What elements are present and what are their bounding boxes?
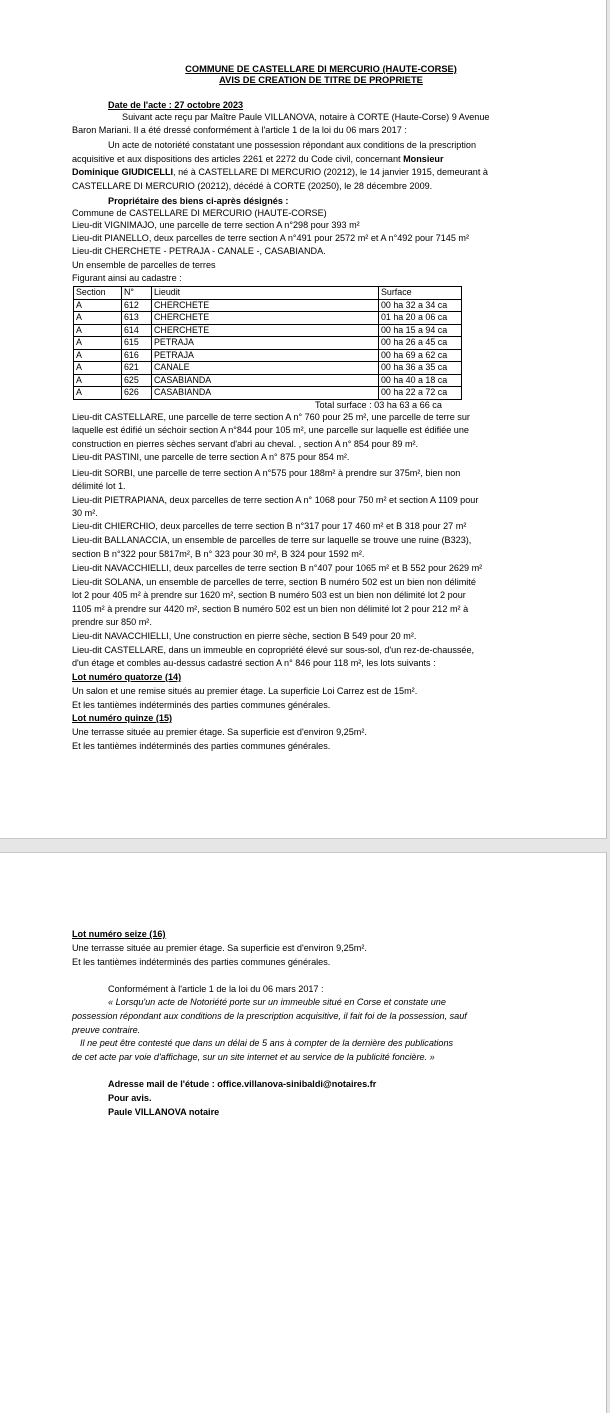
property-line: Figurant ainsi au cadastre : (72, 273, 182, 283)
legal-quote-line: preuve contraire. (72, 1025, 141, 1035)
parcel-line: Lieu-dit CHIERCHIO, deux parcelles de terre section B n°317 pour 17 460 m² et B 318 pour 27 m² (72, 521, 467, 531)
pour-avis: Pour avis. (108, 1093, 152, 1103)
lot-15-line: Une terrasse située au premier étage. Sa superficie est d'environ 9,25m². (72, 727, 367, 737)
notoriety-line (72, 153, 444, 165)
notoriety-text: , né à CASTELLARE DI MERCURIO (20212), le 14 janvier 1915, demeurant à (173, 167, 488, 177)
table-cell: CASABIANDA (152, 374, 379, 387)
legal-quote-line: possession répondant aux conditions de la prescription acquisitive, il fait foi de la possession, sauf (72, 1011, 467, 1021)
notoriety-line (72, 166, 488, 178)
lot-16-line: Et les tantièmes indéterminés des parties communes générales. (72, 957, 331, 967)
table-cell: CHERCHETE (152, 299, 379, 312)
table-row (74, 337, 462, 350)
legal-quote-line: « Lorsqu'un acte de Notoriété porte sur un immeuble situé en Corse et constate une (108, 997, 446, 1007)
parcel-line: délimité lot 1. (72, 481, 126, 491)
property-line: Commune de CASTELLARE DI MERCURIO (HAUTE-CORSE) (72, 208, 327, 218)
notary-signature: Paule VILLANOVA notaire (108, 1107, 220, 1117)
table-row (74, 387, 462, 400)
table-cell: 00 ha 26 a 45 ca (379, 337, 462, 350)
table-cell: A (74, 324, 122, 337)
parcel-line: 1105 m² à prendre sur 4420 m², section B numéro 502 est un bien non délimité lot 2 pour 212 m² à (72, 604, 469, 614)
property-heading: Propriétaire des biens ci-après désignés : (108, 196, 289, 206)
table-row (74, 299, 462, 312)
parcel-line: lot 2 pour 405 m² à prendre sur 1620 m², section B numéro 503 est un bien non délimité lot 2 pour (72, 590, 466, 600)
table-cell: 626 (122, 387, 152, 400)
table-cell: A (74, 374, 122, 387)
property-line: Lieu-dit CHERCHETE - PETRAJA - CANALE -, CASABIANDA. (72, 246, 326, 256)
lot-14-line: Un salon et une remise situés au premier étage. La superficie Loi Carrez est de 15m². (72, 686, 418, 696)
property-line: Lieu-dit PIANELLO, deux parcelles de terre section A n°491 pour 2572 m² et A n°492 pour 7145 m² (72, 233, 470, 243)
table-cell: A (74, 349, 122, 362)
table-cell: 00 ha 15 a 94 ca (379, 324, 462, 337)
table-cell: CHERCHETE (152, 324, 379, 337)
table-row (74, 349, 462, 362)
parcel-line: Lieu-dit NAVACCHIELLI, Une construction en pierre sèche, section B 549 pour 20 m². (72, 631, 417, 641)
table-cell: A (74, 387, 122, 400)
table-cell: 612 (122, 299, 152, 312)
conformity-line: Conformément à l'article 1 de la loi du 06 mars 2017 : (108, 984, 324, 994)
table-row (74, 374, 462, 387)
parcel-line: d'un étage et combles au-dessus cadastré section A n° 846 pour 118 m², les lots suivants : (72, 658, 436, 668)
parcel-line: prendre sur 850 m². (72, 617, 152, 627)
table-cell: 00 ha 22 a 72 ca (379, 387, 462, 400)
table-cell: A (74, 337, 122, 350)
property-line: Un ensemble de parcelles de terres (72, 260, 216, 270)
parcel-line: construction en pierres sèches servant d'abri au cheval. , section A n° 854 pour 89 m². (72, 439, 419, 449)
table-cell: 614 (122, 324, 152, 337)
table-cell: PETRAJA (152, 337, 379, 350)
table-cell: 00 ha 32 a 34 ca (379, 299, 462, 312)
act-date: Date de l'acte : 27 octobre 2023 (108, 100, 244, 110)
parcel-line: Lieu-dit NAVACCHIELLI, deux parcelles de terre section B n°407 pour 1065 m² et B 552 pour 2629 m² (72, 563, 483, 573)
table-cell: CANALE (152, 362, 379, 375)
parcel-line: laquelle est édifié un séchoir section A n°844 pour 105 m², une parcelle sur laquelle est édifiée une (72, 425, 469, 435)
notice-title-avis: AVIS DE CREATION DE TITRE DE PROPRIETE (219, 75, 423, 85)
lot-14-heading: Lot numéro quatorze (14) (72, 672, 182, 682)
notoriety-line: Un acte de notoriété constatant une possession répondant aux conditions de la prescription (108, 140, 477, 150)
table-cell: A (74, 362, 122, 375)
cadastre-table (73, 286, 462, 400)
property-line: Lieu-dit VIGNIMAJO, une parcelle de terre section A n°298 pour 393 m² (72, 220, 360, 230)
column-header: N° (122, 287, 152, 300)
parcel-line: Lieu-dit BALLANACCIA, un ensemble de parcelles de terre sur laquelle se trouve une ruine (B323), (72, 535, 472, 545)
lot-14-line: Et les tantièmes indéterminés des parties communes générales. (72, 700, 331, 710)
notoriety-text: acquisitive et aux dispositions des articles 2261 et 2272 du Code civil, concernant (72, 154, 404, 164)
column-header: Surface (379, 287, 462, 300)
table-row (74, 324, 462, 337)
table-cell: 625 (122, 374, 152, 387)
table-cell: CASABIANDA (152, 387, 379, 400)
parcel-line: Lieu-dit CASTELLARE, dans un immeuble en copropriété élevé sur sous-sol, d'un rez-de-chaussée, (72, 645, 475, 655)
lot-15-heading: Lot numéro quinze (15) (72, 713, 173, 723)
table-cell: A (74, 299, 122, 312)
column-header: Lieudit (152, 287, 379, 300)
table-row (74, 362, 462, 375)
intro-line: Suivant acte reçu par Maître Paule VILLANOVA, notaire à CORTE (Haute-Corse) 9 Avenue (122, 112, 490, 122)
owner-name: Dominique GIUDICELLI (72, 167, 174, 177)
lot-16-line: Une terrasse située au premier étage. Sa superficie est d'environ 9,25m². (72, 943, 367, 953)
table-cell: 00 ha 36 a 35 ca (379, 362, 462, 375)
table-cell: PETRAJA (152, 349, 379, 362)
parcel-line: Lieu-dit CASTELLARE, une parcelle de terre section A n° 760 pour 25 m², une parcelle de terre sur (72, 412, 470, 422)
parcel-line: 30 m². (72, 508, 98, 518)
parcel-line: section B n°322 pour 5817m², B n° 323 pour 30 m², B 324 pour 1592 m². (72, 549, 365, 559)
parcel-line: Lieu-dit PASTINI, une parcelle de terre section A n° 875 pour 854 m². (72, 452, 350, 462)
table-row (74, 312, 462, 325)
table-cell: CHERCHETE (152, 312, 379, 325)
table-cell: 616 (122, 349, 152, 362)
notoriety-line: CASTELLARE DI MERCURIO (20212), décédé à CORTE (20250), le 28 décembre 2009. (72, 181, 433, 191)
table-cell: A (74, 312, 122, 325)
total-surface: Total surface : 03 ha 63 a 66 ca (315, 400, 442, 410)
parcel-line: Lieu-dit PIETRAPIANA, deux parcelles de terre section A n° 1068 pour 750 m² et section A 1109 pour (72, 495, 479, 505)
office-email: Adresse mail de l'étude : office.villanova-sinibaldi@notaires.fr (108, 1079, 377, 1089)
notice-title-commune: COMMUNE DE CASTELLARE DI MERCURIO (HAUTE-CORSE) (185, 64, 457, 74)
owner-title: Monsieur (403, 154, 444, 164)
intro-line: Baron Mariani. Il a été dressé conformément à l'article 1 de la loi du 06 mars 2017 : (72, 125, 407, 135)
parcel-line: Lieu-dit SORBI, une parcelle de terre section A n°575 pour 188m² à prendre sur 375m², bien non (72, 468, 461, 478)
table-cell: 00 ha 40 a 18 ca (379, 374, 462, 387)
legal-quote-line: Il ne peut être contesté que dans un délai de 5 ans à compter de la dernière des publications (80, 1038, 454, 1048)
table-cell: 01 ha 20 a 06 ca (379, 312, 462, 325)
table-cell: 00 ha 69 a 62 ca (379, 349, 462, 362)
table-cell: 621 (122, 362, 152, 375)
legal-quote-line: de cet acte par voie d'affichage, sur un site internet et au service de la publicité foncière. » (72, 1052, 435, 1062)
table-header-row (74, 287, 462, 300)
table-cell: 613 (122, 312, 152, 325)
document-page-2 (0, 852, 607, 1413)
table-cell: 615 (122, 337, 152, 350)
lot-15-line: Et les tantièmes indéterminés des parties communes générales. (72, 741, 331, 751)
column-header: Section (74, 287, 122, 300)
lot-16-heading: Lot numéro seize (16) (72, 929, 166, 939)
parcel-line: Lieu-dit SOLANA, un ensemble de parcelles de terre, section B numéro 502 est un bien non délimité (72, 577, 476, 587)
